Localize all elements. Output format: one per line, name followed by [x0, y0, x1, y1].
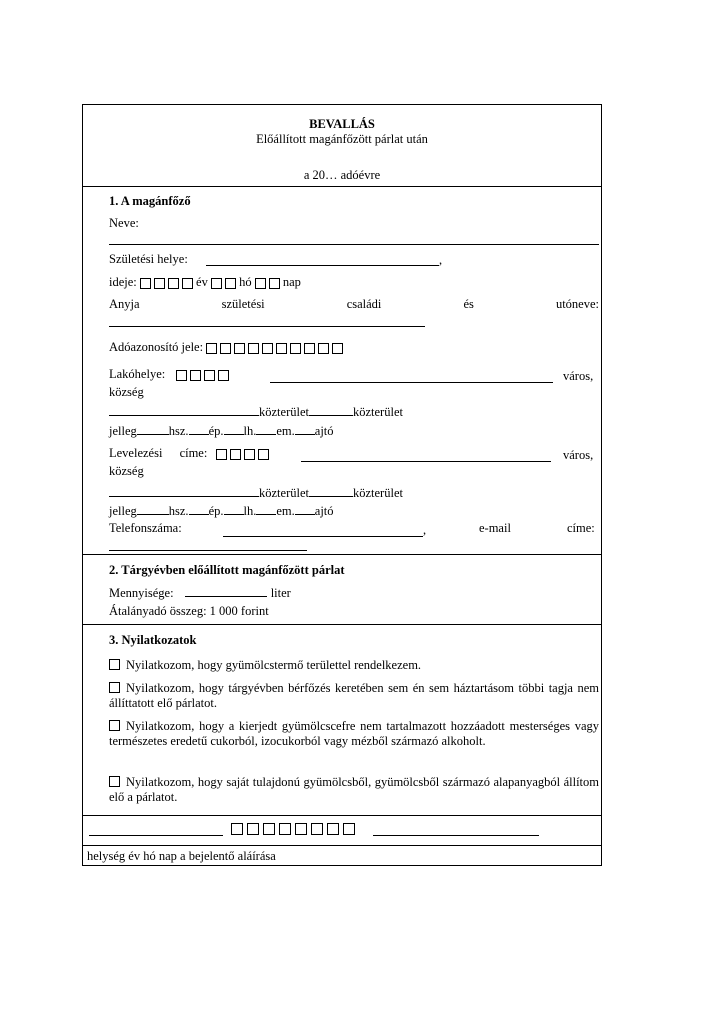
building-label: ép. [208, 424, 224, 438]
comma: , [423, 523, 427, 537]
word: utóneve: [555, 297, 599, 311]
birthdate-row [109, 275, 301, 290]
date-boxes-row [231, 821, 355, 836]
month-boxes[interactable] [211, 278, 236, 289]
signature-field[interactable] [373, 835, 539, 836]
mailing-address-row [109, 502, 334, 519]
comma: , [439, 253, 443, 267]
declaration-item [109, 681, 599, 711]
floor-label: em. [276, 424, 295, 438]
tax-id-boxes[interactable] [206, 343, 343, 354]
quantity-field[interactable] [185, 584, 267, 597]
street-name-field[interactable] [109, 403, 259, 416]
place-field[interactable] [89, 835, 223, 836]
mailing-label: Levelezési [109, 446, 163, 460]
divider [83, 624, 601, 625]
birthplace-field[interactable] [206, 265, 439, 266]
field[interactable] [256, 502, 276, 515]
residence-street-row [109, 403, 403, 420]
building-label: ép. [208, 504, 224, 518]
residence-city-field[interactable] [270, 382, 553, 383]
phone-label: Telefonszáma: [109, 521, 182, 535]
divider [83, 186, 601, 187]
city-label: város, [563, 448, 594, 462]
month-label: hó [239, 275, 252, 289]
residence-row [109, 367, 229, 382]
email-label-2: címe: [567, 521, 595, 535]
form-subtitle: Előállított magánfőzött párlat után [256, 132, 428, 146]
year-boxes[interactable] [140, 278, 193, 289]
declaration-text: Nyilatkozom, hogy gyümölcstermő területtel rendelkezem. [126, 658, 422, 672]
name-label: Neve: [109, 216, 139, 230]
field[interactable] [295, 422, 315, 435]
street-type-field[interactable] [309, 403, 353, 416]
tax-id-row [109, 340, 343, 355]
divider [83, 845, 601, 846]
word: Anyja [109, 297, 140, 311]
residence-address-row [109, 422, 334, 439]
village-label: község [109, 385, 144, 399]
date-label: ideje: [109, 275, 137, 289]
street-name-label: közterület [259, 405, 309, 419]
quantity-label: Mennyisége: [109, 586, 174, 600]
year-label: év [196, 275, 208, 289]
mailing-postcode-boxes[interactable] [216, 449, 269, 460]
mailing-city-field[interactable] [301, 461, 551, 462]
email-field[interactable] [109, 550, 307, 551]
checkbox[interactable] [109, 659, 120, 670]
street-name-field[interactable] [109, 484, 259, 497]
phone-field[interactable] [223, 536, 423, 537]
signature-caption: helység év hó nap a bejelentő aláírása [87, 849, 276, 863]
street-type-label: közterület [352, 405, 403, 419]
declaration-text: Nyilatkozom, hogy saját tulajdonú gyümölcsből, gyümölcsből származó alapanyagból állítom elő a párlatot. [109, 775, 599, 804]
field[interactable] [295, 502, 315, 515]
staircase-label: lh. [243, 504, 257, 518]
field[interactable] [224, 422, 244, 435]
lot-label: hsz. [168, 424, 189, 438]
checkbox[interactable] [109, 682, 120, 693]
email-label: e-mail [479, 521, 511, 535]
form-title: BEVALLÁS [309, 117, 375, 131]
mailing-label-2: címe: [179, 446, 208, 460]
street-type-label: közterület [352, 486, 403, 500]
birthplace-label: Születési helye: [109, 252, 188, 266]
mailing-street-row [109, 484, 403, 501]
liter-label: liter [270, 586, 291, 600]
mailing-row [109, 446, 269, 461]
flat-tax-amount: Átalányadó összeg: 1 000 forint [109, 604, 269, 618]
name-field[interactable] [109, 244, 599, 245]
residence-postcode-boxes[interactable] [176, 370, 229, 381]
checkbox[interactable] [109, 776, 120, 787]
declaration-text: Nyilatkozom, hogy tárgyévben bérfőzés keretében sem én sem háztartásom többi tagja nem állíttatott elő párlatot. [109, 681, 599, 710]
declaration-item [109, 719, 599, 749]
field[interactable] [189, 502, 209, 515]
tax-year-line: a 20… adóévre [303, 168, 381, 182]
day-label: nap [282, 275, 301, 289]
quantity-row [109, 584, 291, 601]
section3-heading: 3. Nyilatkozatok [109, 633, 197, 647]
word: és [463, 297, 474, 311]
mother-name-field[interactable] [109, 326, 425, 327]
mother-name-label [109, 297, 599, 312]
divider [83, 554, 601, 555]
staircase-label: lh. [243, 424, 257, 438]
day-boxes[interactable] [255, 278, 280, 289]
street-name-label: közterület [259, 486, 309, 500]
declaration-item [109, 658, 599, 673]
type-label: jelleg [109, 504, 137, 518]
door-label: ajtó [314, 424, 334, 438]
declaration-form [82, 104, 602, 866]
word: családi [346, 297, 382, 311]
divider [83, 815, 601, 816]
field[interactable] [137, 422, 169, 435]
word: születési [221, 297, 265, 311]
date-boxes[interactable] [231, 823, 355, 835]
residence-label: Lakóhelye: [109, 367, 166, 381]
tax-id-label: Adóazonosító jele: [109, 340, 204, 354]
village-label: község [109, 464, 144, 478]
field[interactable] [224, 502, 244, 515]
declaration-item [109, 775, 599, 805]
field[interactable] [189, 422, 209, 435]
field[interactable] [256, 422, 276, 435]
checkbox[interactable] [109, 720, 120, 731]
section2-heading: 2. Tárgyévben előállított magánfőzött párlat [109, 563, 345, 577]
field[interactable] [137, 502, 169, 515]
floor-label: em. [276, 504, 295, 518]
section1-heading: 1. A magánfőző [109, 194, 191, 208]
door-label: ajtó [314, 504, 334, 518]
declaration-text: Nyilatkozom, hogy a kierjedt gyümölcscefre nem tartalmazott hozzáadott mesterséges vagy természetes eredetű cukorból, izocukorból vagy mézből származó alkoholt. [109, 719, 599, 748]
city-label: város, [563, 369, 594, 383]
street-type-field[interactable] [309, 484, 353, 497]
lot-label: hsz. [168, 504, 189, 518]
type-label: jelleg [109, 424, 137, 438]
